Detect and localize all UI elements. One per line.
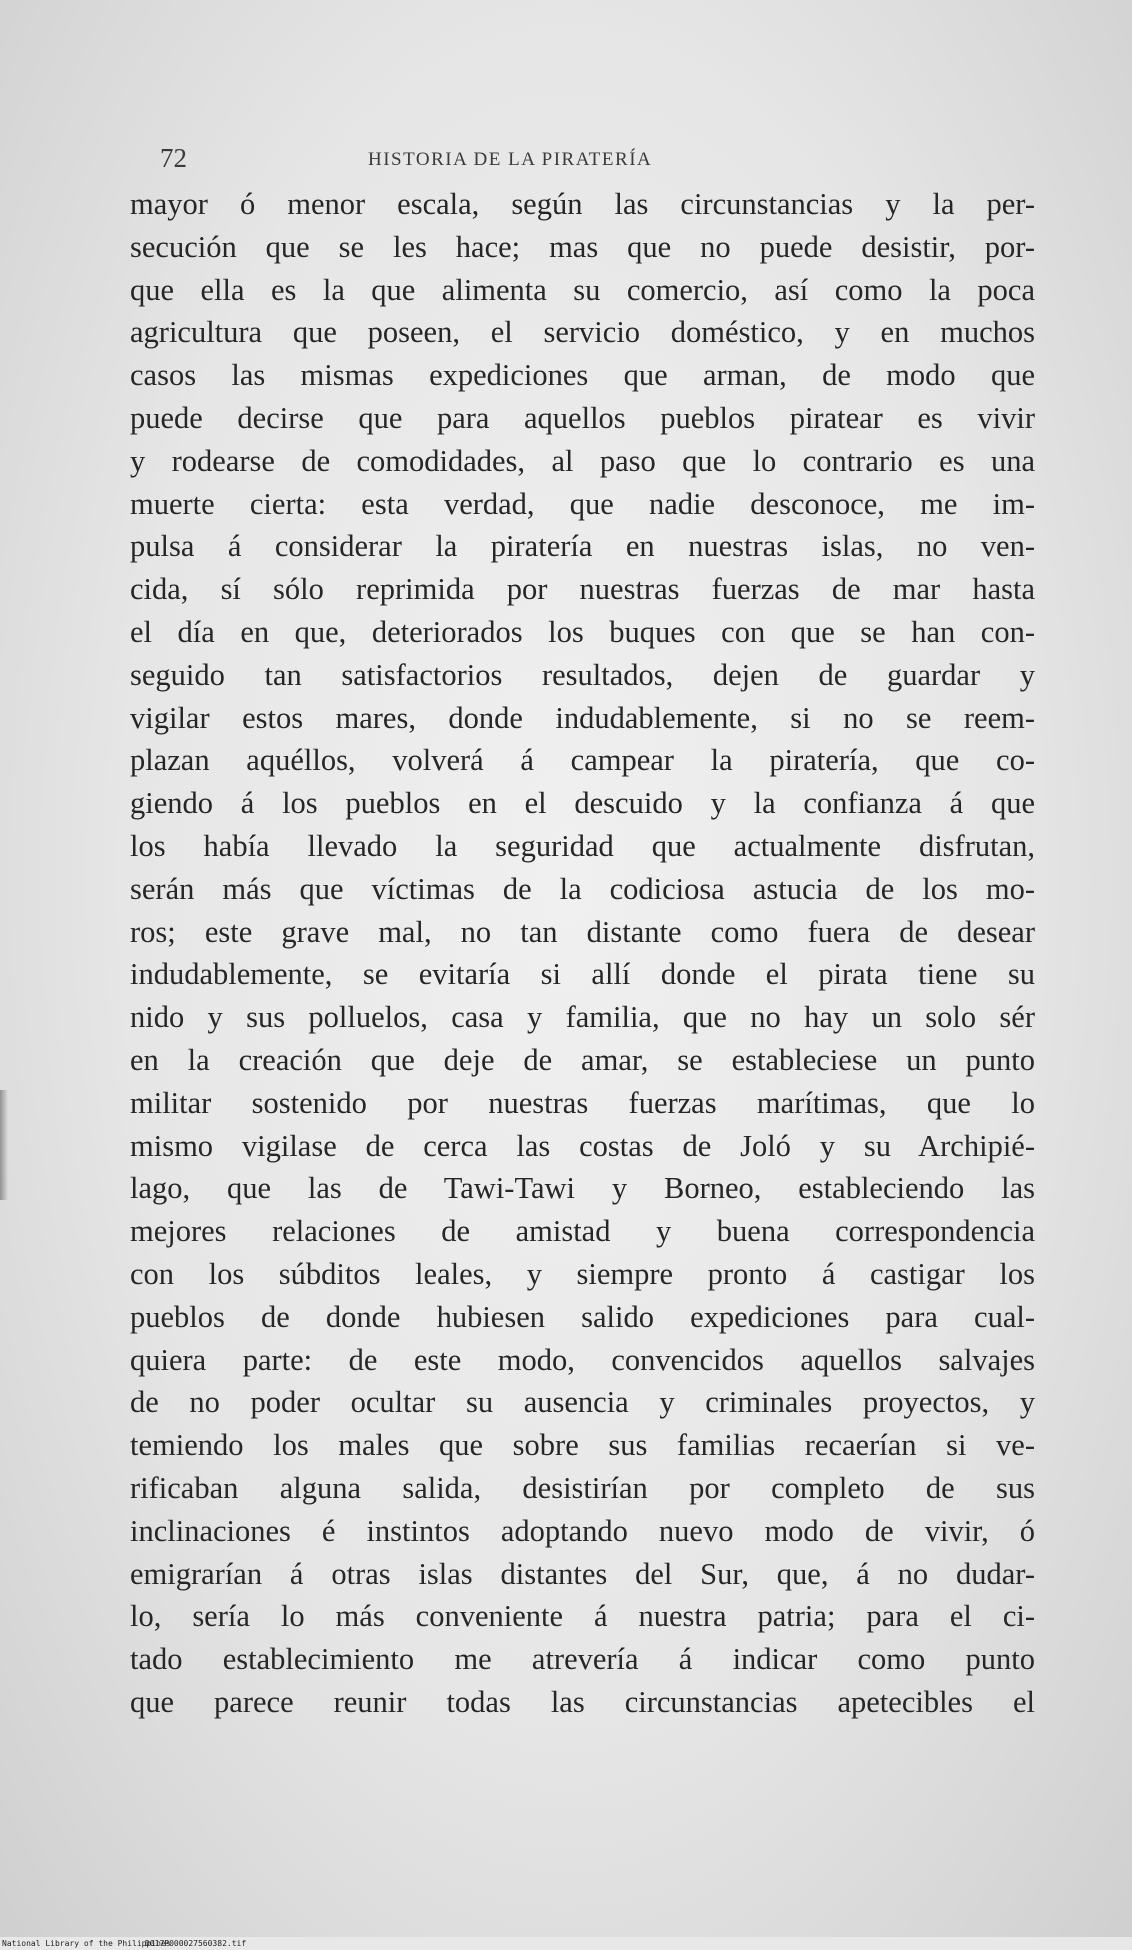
text-line: secución que se les hace; mas que no puede desistir, por- <box>130 229 1035 264</box>
text-line: emigrarían á otras islas distantes del Sur, que, á no dudar- <box>130 1556 1035 1591</box>
text-line: muerte cierta: esta verdad, que nadie desconoce, me im- <box>130 486 1035 521</box>
file-id: D017P000027560382.tif <box>145 1939 247 1948</box>
text-line: que parece reunir todas las circunstancias apetecibles el <box>130 1684 1035 1719</box>
running-title: HISTORIA DE LA PIRATERÍA <box>368 149 653 170</box>
text-line: ros; este grave mal, no tan distante como fuera de desear <box>130 914 1035 949</box>
text-line: en la creación que deje de amar, se estableciese un punto <box>130 1042 1035 1077</box>
text-line: casos las mismas expediciones que arman, de modo que <box>130 358 1035 393</box>
page-number: 72 <box>160 143 187 173</box>
text-line: nido y sus polluelos, casa y familia, que no hay un solo sér <box>130 1000 1035 1035</box>
text-line: y rodearse de comodidades, al paso que lo contrario es una <box>130 443 1035 478</box>
text-line: vigilar estos mares, donde indudablemente, si no se reem- <box>130 700 1035 735</box>
text-line: indudablemente, se evitaría si allí donde el pirata tiene su <box>130 957 1035 992</box>
text-line: el día en que, deteriorados los buques con que se han con- <box>130 614 1035 649</box>
text-line: de no poder ocultar su ausencia y criminales proyectos, y <box>130 1385 1035 1420</box>
text-line: seguido tan satisfactorios resultados, dejen de guardar y <box>130 657 1035 692</box>
library-footer <box>0 1937 1132 1950</box>
text-line: lago, que las de Tawi-Tawi y Borneo, estableciendo las <box>130 1171 1035 1206</box>
page-header <box>160 143 780 177</box>
text-line: giendo á los pueblos en el descuido y la confianza á que <box>130 786 1035 821</box>
text-line: agricultura que poseen, el servicio doméstico, y en muchos <box>130 315 1035 350</box>
library-name: National Library of the Philippines <box>2 1939 171 1948</box>
text-line: temiendo los males que sobre sus familias recaerían si ve- <box>130 1428 1035 1463</box>
text-line: con los súbditos leales, y siempre pronto á castigar los <box>130 1256 1035 1291</box>
body-text <box>130 183 1035 1724</box>
text-line: mayor ó menor escala, según las circunstancias y la per- <box>130 187 1035 221</box>
text-line: pueblos de donde hubiesen salido expediciones para cual- <box>130 1299 1035 1334</box>
text-line: mejores relaciones de amistad y buena correspondencia <box>130 1214 1035 1249</box>
text-line: inclinaciones é instintos adoptando nuevo modo de vivir, ó <box>130 1513 1035 1548</box>
text-line: que ella es la que alimenta su comercio, así como la poca <box>130 272 1035 307</box>
text-line: lo, sería lo más conveniente á nuestra patria; para el ci- <box>130 1599 1035 1634</box>
text-line: cida, sí sólo reprimida por nuestras fuerzas de mar hasta <box>130 572 1035 607</box>
text-line: puede decirse que para aquellos pueblos piratear es vivir <box>130 400 1035 435</box>
text-line: militar sostenido por nuestras fuerzas marítimas, que lo <box>130 1085 1035 1120</box>
text-line: tado establecimiento me atrevería á indicar como punto <box>130 1642 1035 1677</box>
text-line: quiera parte: de este modo, convencidos aquellos salvajes <box>130 1342 1035 1377</box>
text-line: rificaban alguna salida, desistirían por completo de sus <box>130 1470 1035 1505</box>
text-line: los había llevado la seguridad que actualmente disfrutan, <box>130 828 1035 863</box>
text-line: plazan aquéllos, volverá á campear la piratería, que co- <box>130 743 1035 778</box>
page-edge-shadow <box>0 1090 8 1200</box>
text-line: mismo vigilase de cerca las costas de Joló y su Archipié- <box>130 1128 1035 1163</box>
text-line: pulsa á considerar la piratería en nuestras islas, no ven- <box>130 529 1035 564</box>
text-line: serán más que víctimas de la codiciosa astucia de los mo- <box>130 871 1035 906</box>
